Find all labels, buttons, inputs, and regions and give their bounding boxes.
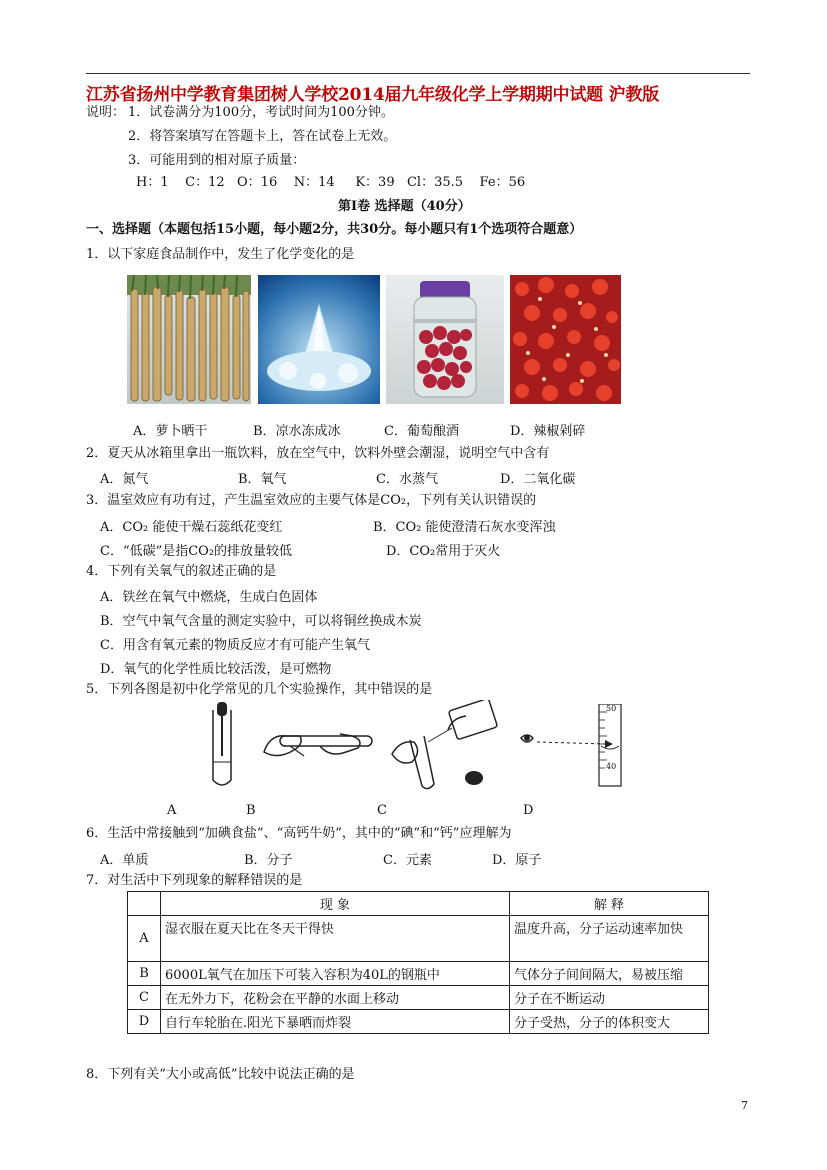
q1-stem: 1．以下家庭食品制作中，发生了化学变化的是 bbox=[86, 247, 355, 262]
cylinder-mark-40: 40 bbox=[606, 762, 617, 771]
q1-option-c: C．葡萄酿酒 bbox=[384, 424, 459, 439]
grape-wine-jar-photo bbox=[386, 275, 504, 404]
q2-option-b: B．氧气 bbox=[238, 472, 287, 487]
instructions-label: 说明： bbox=[86, 105, 126, 120]
q4-option-a: A．铁丝在氧气中燃烧，生成白色固体 bbox=[100, 590, 318, 605]
instruction-item: 3．可能用到的相对原子质量： bbox=[128, 153, 306, 168]
q2-stem: 2．夏天从冰箱里拿出一瓶饮料，放在空气中，饮料外壁会潮湿，说明空气中含有 bbox=[86, 446, 550, 461]
q5-stem: 5．下列各图是初中化学常见的几个实验操作，其中错误的是 bbox=[86, 682, 433, 697]
q2-option-c: C．水蒸气 bbox=[376, 472, 438, 487]
q1-option-a: A．萝卜晒干 bbox=[133, 424, 208, 439]
q5-label-a: A bbox=[167, 803, 177, 818]
table-row bbox=[128, 962, 709, 986]
q5-label-d: D bbox=[523, 803, 534, 818]
row-phenomenon: 在无外力下，花粉会在平静的水面上移动 bbox=[161, 986, 510, 1010]
section-heading: 一、选择题（本题包括15小题，每小题2分，共30分。每小题只有1个选项符合题意） bbox=[86, 222, 583, 237]
q7-table bbox=[127, 891, 709, 1034]
q2-option-a: A．氮气 bbox=[100, 472, 149, 487]
q4-option-b: B．空气中氧气含量的测定实验中，可以将铜丝换成木炭 bbox=[100, 614, 422, 629]
q3-option-a: A．CO₂ 能使干燥石蕊纸花变红 bbox=[100, 520, 283, 535]
q7-stem: 7．对生活中下列现象的解释错误的是 bbox=[86, 873, 303, 888]
q6-option-c: C．元素 bbox=[383, 853, 432, 868]
q6-option-a: A．单质 bbox=[100, 853, 149, 868]
q5-label-b: B bbox=[246, 803, 256, 818]
pouring-liquid-figure bbox=[388, 700, 503, 792]
reading-graduated-cylinder-figure bbox=[515, 704, 635, 788]
ice-photo bbox=[258, 275, 380, 404]
row-key: B bbox=[128, 962, 161, 986]
q3-option-c: C．“低碳”是指CO₂的排放量较低 bbox=[100, 544, 293, 559]
row-explanation: 气体分子间间隔大，易被压缩 bbox=[510, 962, 709, 986]
radish-drying-photo bbox=[127, 275, 251, 404]
row-key: C bbox=[128, 986, 161, 1010]
q3-option-d: D．CO₂常用于灭火 bbox=[386, 544, 501, 559]
table-row bbox=[128, 1010, 709, 1034]
table-row bbox=[128, 916, 709, 962]
row-explanation: 分子在不断运动 bbox=[510, 986, 709, 1010]
atomic-masses: H：1 C：12 O：16 N：14 K：39 Cl：35.5 Fe：56 bbox=[136, 175, 526, 190]
exam-title: 江苏省扬州中学教育集团树人学校2014届九年级化学上学期期中试题 沪教版 bbox=[86, 85, 660, 105]
q5-label-c: C bbox=[377, 803, 387, 818]
chopped-chili-photo bbox=[510, 275, 621, 404]
row-key: A bbox=[128, 916, 161, 962]
row-key: D bbox=[128, 1010, 161, 1034]
q3-stem: 3．温室效应有功有过，产生温室效应的主要气体是CO₂，下列有关认识错误的 bbox=[86, 493, 537, 508]
q1-option-b: B．凉水冻成冰 bbox=[253, 424, 341, 439]
q6-option-b: B．分子 bbox=[244, 853, 293, 868]
q2-option-d: D．二氧化碳 bbox=[500, 472, 576, 487]
instruction-item: 2．将答案填写在答题卡上，答在试卷上无效。 bbox=[128, 129, 397, 144]
row-phenomenon: 6000L氧气在加压下可装入容积为40L的钢瓶中 bbox=[161, 962, 510, 986]
cylinder-mark-50: 50 bbox=[606, 704, 617, 713]
q7-header-phenomenon: 现 象 bbox=[161, 892, 510, 916]
row-explanation: 分子受热，分子的体积变大 bbox=[510, 1010, 709, 1034]
q7-header-explanation: 解 释 bbox=[510, 892, 709, 916]
page-number: 7 bbox=[741, 1099, 748, 1112]
q1-option-d: D．辣椒剁碎 bbox=[510, 424, 586, 439]
q6-stem: 6．生活中常接触到“加碘食盐”、“高钙牛奶”，其中的“碘”和“钙”应理解为 bbox=[86, 826, 512, 841]
instruction-item: 1．试卷满分为100分，考试时间为100分钟。 bbox=[128, 105, 394, 120]
hands-holding-tube-figure bbox=[260, 722, 380, 766]
part-heading: 第Ⅰ卷 选择题（40分） bbox=[338, 199, 471, 214]
row-phenomenon: 湿衣服在夏天比在冬天干得快 bbox=[161, 916, 510, 962]
q8-stem: 8．下列有关“大小或高低”比较中说法正确的是 bbox=[86, 1067, 355, 1082]
q3-option-b: B．CO₂ 能使澄清石灰水变浑浊 bbox=[373, 520, 556, 535]
dropper-in-test-tube-figure bbox=[208, 700, 238, 790]
q4-stem: 4．下列有关氧气的叙述正确的是 bbox=[86, 564, 277, 579]
q4-option-d: D．氧气的化学性质比较活泼，是可燃物 bbox=[100, 662, 332, 677]
row-explanation: 温度升高，分子运动速率加快 bbox=[510, 916, 709, 962]
q6-option-d: D．原子 bbox=[492, 853, 542, 868]
row-phenomenon: 自行车轮胎在.阳光下暴晒而炸裂 bbox=[161, 1010, 510, 1034]
q4-option-c: C．用含有氧元素的物质反应才有可能产生氧气 bbox=[100, 638, 370, 653]
table-row bbox=[128, 986, 709, 1010]
header-rule bbox=[86, 73, 750, 74]
